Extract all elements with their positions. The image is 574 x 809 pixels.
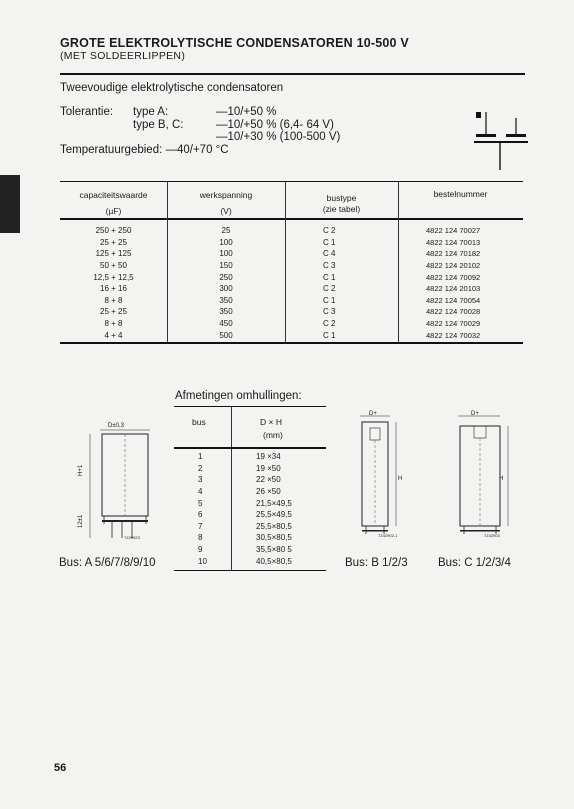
cell-bustype: C 1 xyxy=(323,330,336,340)
cell-bus: 6 xyxy=(198,510,203,520)
cell-capacitance: 250 + 250 xyxy=(95,226,132,236)
cell-bus: 1 xyxy=(198,452,203,462)
table-row xyxy=(60,260,523,272)
column-header-bustype: bustype (zie tabel) xyxy=(322,192,361,214)
dimensions-col-dxh: D × H xyxy=(260,417,282,427)
tolerance-type: type B, C: xyxy=(133,119,184,131)
section-tab-marker xyxy=(0,175,20,233)
cell-capacitance: 8 + 8 xyxy=(104,319,123,329)
drawing-c-h-label: H xyxy=(499,476,504,482)
cell-dxh: 19 ×50 xyxy=(256,463,281,473)
cell-voltage: 300 xyxy=(219,284,233,294)
cell-bus: 4 xyxy=(198,487,203,497)
drawing-a-d-label: D±0,3 xyxy=(108,423,124,429)
table-row xyxy=(173,451,326,463)
drawing-c-ref: 7Z42903 xyxy=(484,533,500,538)
cell-dxh: 19 ×34 xyxy=(256,452,281,462)
table-header-row xyxy=(60,181,523,225)
cell-voltage: 450 xyxy=(219,319,233,329)
cell-dxh: 25,5×80,5 xyxy=(256,521,292,531)
drawing-a-pin-label: 12±1 xyxy=(78,514,84,528)
drawing-b-d-label: D+ xyxy=(369,411,377,417)
drawing-a-caption: Bus: A 5/6/7/8/9/10 xyxy=(59,557,156,569)
cell-bus: 5 xyxy=(198,498,203,508)
dimensions-title-rule xyxy=(174,406,326,407)
cell-ordernumber: 4822 124 70182 xyxy=(426,249,481,259)
cell-dxh: 21,5×49,5 xyxy=(256,498,292,508)
tolerance-value: —10/+50 % xyxy=(216,106,277,118)
table-row xyxy=(173,509,326,521)
capacitor-spec-table xyxy=(60,181,523,341)
cell-bustype: C 2 xyxy=(323,226,336,236)
tolerance-value: —10/+30 % (100-500 V) xyxy=(216,131,341,143)
temperature-range: Temperatuurgebied: —40/+70 °C xyxy=(60,144,229,156)
cell-bustype: C 1 xyxy=(323,272,336,282)
cell-capacitance: 16 + 16 xyxy=(100,284,127,294)
column-header-capacitance: capaciteitswaarde (µF) xyxy=(79,190,148,216)
page-title: GROTE ELEKTROLYTISCHE CONDENSATOREN 10-500 V xyxy=(60,36,409,50)
cell-ordernumber: 4822 124 70054 xyxy=(426,295,481,305)
cell-bustype: C 4 xyxy=(323,249,336,259)
cell-ordernumber: 4822 124 70028 xyxy=(426,307,481,317)
table-row xyxy=(60,318,523,330)
cell-bus: 8 xyxy=(198,533,203,543)
table-row xyxy=(60,237,523,249)
table-bottom-rule xyxy=(60,342,523,344)
cell-dxh: 30,5×80,5 xyxy=(256,533,292,543)
cell-ordernumber: 4822 124 70032 xyxy=(426,330,481,340)
cell-voltage: 350 xyxy=(219,307,233,317)
cell-ordernumber: 4822 124 70092 xyxy=(426,272,481,282)
table-row xyxy=(173,486,326,498)
cell-ordernumber: 4822 124 20103 xyxy=(426,284,481,294)
column-header-voltage: werkspanning (V) xyxy=(199,190,253,216)
cell-dxh: 26 ×50 xyxy=(256,487,281,497)
dimensions-header-rule xyxy=(174,447,326,449)
cell-dxh: 40,5×80,5 xyxy=(256,556,292,566)
tolerance-label: Tolerantie: xyxy=(60,106,114,118)
cell-ordernumber: 4822 124 20102 xyxy=(426,261,481,271)
table-row xyxy=(173,463,326,475)
table-row xyxy=(60,295,523,307)
dimensions-col-unit: (mm) xyxy=(263,430,283,440)
cell-capacitance: 25 + 25 xyxy=(100,237,127,247)
cell-voltage: 500 xyxy=(219,330,233,340)
cell-ordernumber: 4822 124 70029 xyxy=(426,319,481,329)
cell-dxh: 25,5×49,5 xyxy=(256,510,292,520)
drawing-b-caption: Bus: B 1/2/3 xyxy=(345,557,408,569)
table-row xyxy=(173,497,326,509)
drawing-b-h-label: H xyxy=(398,476,403,482)
drawing-a-h-label: H+1 xyxy=(78,464,84,476)
cell-voltage: 100 xyxy=(219,249,233,259)
housing-drawing-a xyxy=(72,420,162,550)
cell-voltage: 25 xyxy=(221,226,231,236)
capacitor-symbol-icon xyxy=(470,108,530,172)
page-subtitle: (MET SOLDEERLIPPEN) xyxy=(60,50,186,62)
drawing-c-caption: Bus: C 1/2/3/4 xyxy=(438,557,511,569)
housing-drawing-c xyxy=(452,408,522,543)
cell-capacitance: 8 + 8 xyxy=(104,295,123,305)
header-rule xyxy=(60,73,525,75)
cell-bustype: C 2 xyxy=(323,284,336,294)
table-row xyxy=(60,248,523,260)
dimensions-title: Afmetingen omhullingen: xyxy=(175,390,302,402)
table-row xyxy=(173,544,326,556)
cell-bus: 3 xyxy=(198,475,203,485)
housing-drawing-b xyxy=(352,408,412,543)
cell-bustype: C 3 xyxy=(323,261,336,271)
cell-bus: 10 xyxy=(198,556,207,566)
cell-capacitance: 12,5 + 12,5 xyxy=(93,272,134,282)
cell-ordernumber: 4822 124 70027 xyxy=(426,226,481,236)
cell-ordernumber: 4822 124 70013 xyxy=(426,237,481,247)
cell-voltage: 100 xyxy=(219,237,233,247)
table-row xyxy=(173,474,326,486)
cell-bus: 2 xyxy=(198,463,203,473)
column-header-ordernumber: bestelnummer xyxy=(433,189,488,199)
table-row xyxy=(60,329,523,341)
drawing-c-d-label: D+ xyxy=(471,411,479,417)
dimensions-bottom-rule xyxy=(174,570,326,571)
cell-voltage: 250 xyxy=(219,272,233,282)
dimensions-col-bus: bus xyxy=(192,417,206,427)
cell-bus: 7 xyxy=(198,521,203,531)
tolerance-value: —10/+50 % (6,4- 64 V) xyxy=(216,119,334,131)
drawing-b-ref: 7Z42902-1 xyxy=(378,533,398,538)
table-row xyxy=(173,555,326,567)
table-row xyxy=(60,283,523,295)
cell-dxh: 22 ×50 xyxy=(256,475,281,485)
dimensions-table xyxy=(173,451,326,567)
cell-bus: 9 xyxy=(198,545,203,555)
cell-voltage: 150 xyxy=(219,261,233,271)
cell-capacitance: 25 + 25 xyxy=(100,307,127,317)
table-row xyxy=(173,521,326,533)
cell-capacitance: 125 + 125 xyxy=(95,249,132,259)
table-row xyxy=(60,271,523,283)
tolerance-type: type A: xyxy=(133,106,169,118)
cell-bustype: C 2 xyxy=(323,319,336,329)
cell-bustype: C 1 xyxy=(323,237,336,247)
cell-bustype: C 1 xyxy=(323,295,336,305)
section-heading: Tweevoudige elektrolytische condensatoren xyxy=(60,82,284,94)
page-number: 56 xyxy=(54,762,67,774)
drawing-a-ref: 7Z49923 xyxy=(124,535,140,540)
cell-dxh: 35,5×80 5 xyxy=(256,545,292,555)
table-row xyxy=(173,532,326,544)
cell-capacitance: 50 + 50 xyxy=(100,261,127,271)
cell-capacitance: 4 + 4 xyxy=(104,330,123,340)
cell-bustype: C 3 xyxy=(323,307,336,317)
table-row xyxy=(60,225,523,237)
cell-voltage: 350 xyxy=(219,295,233,305)
table-row xyxy=(60,306,523,318)
